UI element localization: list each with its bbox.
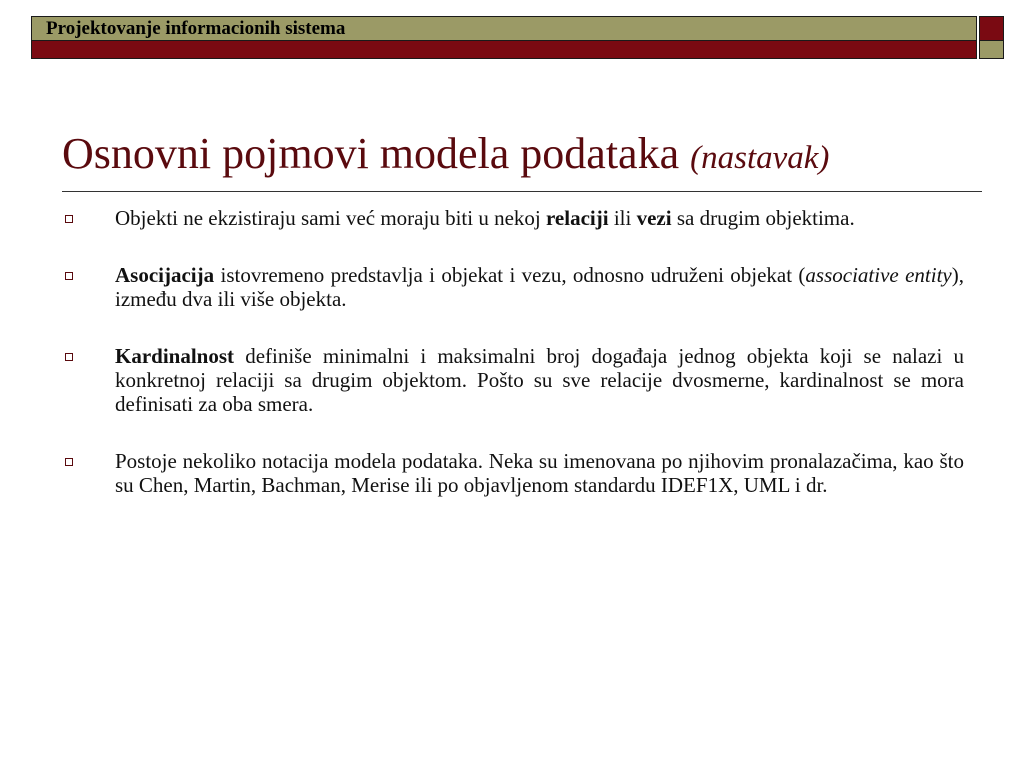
bullet-text: definiše minimalni i maksimalni broj događaja jednog objekta koji se nalazi u konkretnoj relaciji sa drugim objektom. Pošto su sve relacije dvosmerne, kardinalnost se mora definisati za oba smera. <box>115 344 964 416</box>
bullet-bold-term: vezi <box>636 206 672 230</box>
header-corner-decoration-bottom <box>979 41 1004 59</box>
header-bar <box>31 16 977 41</box>
hollow-square-bullet-icon <box>65 215 73 223</box>
slide-title <box>62 128 962 184</box>
bullet-italic-term: associative entity <box>805 263 952 287</box>
bullet-text: sa drugim objektima. <box>671 206 855 230</box>
bullet-item <box>62 449 964 497</box>
bullet-text: istovremeno predstavlja i objekat i vezu, odnosno udruženi objekat ( <box>214 263 806 287</box>
bullet-item <box>62 263 964 311</box>
bullet-item <box>62 344 964 416</box>
hollow-square-bullet-icon <box>65 272 73 280</box>
bullet-list <box>62 206 964 530</box>
slide-title-main: Osnovni pojmovi modela podataka <box>62 129 680 178</box>
slide-title-subtitle: (nastavak) <box>690 140 830 176</box>
bullet-text: Postoje nekoliko notacija modela podataka. Neka su imenovana po njihovim pronalazačima, kao što su Chen, Martin, Bachman, Merise ili po objavljenom standardu IDEF1X, UML i dr. <box>115 449 964 497</box>
bullet-item <box>62 206 964 230</box>
bullet-bold-term: relaciji <box>545 206 609 230</box>
header-corner-decoration-top <box>979 16 1004 41</box>
bullet-bold-term: Kardinalnost <box>115 344 235 368</box>
header-title: Projektovanje informacionih sistema <box>46 18 346 39</box>
title-divider <box>62 191 982 192</box>
bullet-text: ili <box>608 206 637 230</box>
bullet-text: Objekti ne ekzistiraju sami već moraju biti u nekoj <box>115 206 546 230</box>
header-accent-band <box>31 41 977 59</box>
hollow-square-bullet-icon <box>65 458 73 466</box>
bullet-text: ), između dva ili više objekta. <box>115 263 964 311</box>
hollow-square-bullet-icon <box>65 353 73 361</box>
bullet-bold-term: Asocijacija <box>115 263 215 287</box>
